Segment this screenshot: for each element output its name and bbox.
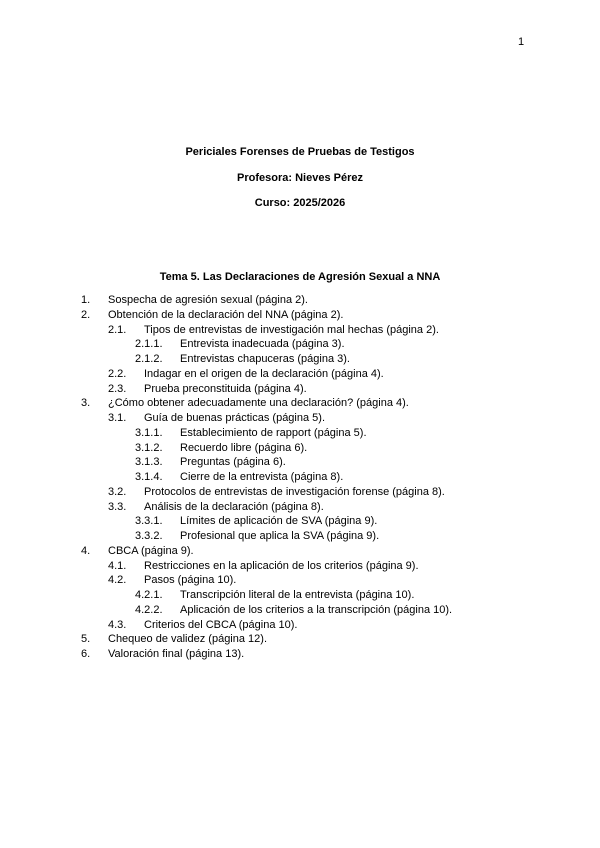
toc-item-text: Obtención de la declaración del NNA (página 2). <box>108 308 344 321</box>
toc-item <box>0 618 600 633</box>
course-name: Periciales Forenses de Pruebas de Testigos <box>185 146 415 158</box>
toc-item <box>0 411 600 426</box>
toc-item-number: 3.2. <box>108 485 127 498</box>
toc-item-text: Transcripción literal de la entrevista (página 10). <box>180 589 415 601</box>
toc-item-number: 4. <box>81 544 91 557</box>
toc-item-number: 6. <box>81 648 91 660</box>
toc-item-text: Pasos (página 10). <box>144 574 237 587</box>
toc-item-number: 1. <box>81 294 91 306</box>
toc-item-text: Establecimiento de rapport (página 5). <box>180 426 367 439</box>
toc-item <box>0 500 600 515</box>
toc-title: Tema 5. Las Declaraciones de Agresión Sexual a NNA <box>159 271 441 283</box>
toc-item-text: Entrevistas chapuceras (página 3). <box>180 353 350 365</box>
toc-item-number: 2.1. <box>108 323 127 336</box>
toc-item-number: 4.2.1. <box>135 589 163 601</box>
toc-item-text: Tipos de entrevistas de investigación mal hechas (página 2). <box>144 323 439 336</box>
toc-item-text: Recuerdo libre (página 6). <box>180 441 308 454</box>
toc-item <box>0 426 600 441</box>
toc-item <box>0 485 600 500</box>
toc-item-number: 2.3. <box>108 382 127 395</box>
toc-item-text: Análisis de la declaración (página 8). <box>144 500 324 513</box>
toc-item-text: Aplicación de los criterios a la transcripción (página 10). <box>180 603 453 616</box>
toc-item-number: 3.1.3. <box>135 456 163 469</box>
toc-item-number: 2.1.1. <box>135 338 163 351</box>
toc-item <box>0 441 600 456</box>
toc-item-number: 2.1.2. <box>135 353 163 365</box>
toc-item <box>0 352 600 367</box>
toc-item-number: 4.3. <box>108 618 127 631</box>
toc-item-number: 3.1.4. <box>135 471 163 483</box>
toc-item <box>0 647 600 662</box>
toc-item-number: 4.2.2. <box>135 603 163 616</box>
toc-item-number: 3.1. <box>108 412 127 424</box>
toc-item <box>0 514 600 529</box>
toc-item <box>0 367 600 382</box>
toc-item-number: 3. <box>81 397 91 410</box>
toc-item-number: 4.2. <box>108 574 127 587</box>
toc-item-text: Cierre de la entrevista (página 8). <box>180 471 344 483</box>
toc-item <box>0 573 600 588</box>
toc-item-text: Criterios del CBCA (página 10). <box>144 618 298 631</box>
toc-item <box>0 544 600 559</box>
toc-item <box>0 529 600 544</box>
toc-item-number: 2.2. <box>108 367 127 380</box>
toc-item-text: ¿Cómo obtener adecuadamente una declaración? (página 4). <box>108 397 409 410</box>
toc-item <box>0 603 600 618</box>
toc-item-number: 3.1.1. <box>135 426 163 439</box>
toc-item-text: Restricciones en la aplicación de los criterios (página 9). <box>144 559 419 572</box>
toc-item-text: Guía de buenas prácticas (página 5). <box>144 412 326 424</box>
toc-item-number: 2. <box>81 308 91 321</box>
toc-item <box>0 382 600 397</box>
toc-item-text: Límites de aplicación de SVA (página 9). <box>180 515 378 528</box>
toc-item-text: Valoración final (página 13). <box>108 648 245 660</box>
toc-item-text: CBCA (página 9). <box>108 544 194 557</box>
toc-item-text: Prueba preconstituida (página 4). <box>144 382 307 395</box>
toc-item-number: 4.1. <box>108 559 127 572</box>
toc-item-number: 3.3.1. <box>135 515 163 528</box>
toc-item-number: 5. <box>81 633 91 646</box>
course-year: Curso: 2025/2026 <box>254 197 346 209</box>
toc-item-number: 3.3.2. <box>135 530 163 542</box>
toc-item-text: Chequeo de validez (página 12). <box>108 633 268 646</box>
toc-item <box>0 559 600 574</box>
toc-item <box>0 308 600 323</box>
toc-item <box>0 337 600 352</box>
page-number: 1 <box>518 36 525 48</box>
table-of-contents <box>0 293 600 662</box>
toc-item <box>0 632 600 647</box>
toc-item-number: 3.3. <box>108 500 127 513</box>
toc-item <box>0 323 600 338</box>
toc-item-text: Preguntas (página 6). <box>180 456 286 469</box>
toc-item <box>0 455 600 470</box>
toc-item-text: Entrevista inadecuada (página 3). <box>180 338 345 351</box>
toc-item <box>0 588 600 603</box>
toc-item-number: 3.1.2. <box>135 441 163 454</box>
toc-item-text: Sospecha de agresión sexual (página 2). <box>108 294 308 306</box>
toc-item-text: Protocolos de entrevistas de investigación forense (página 8). <box>144 485 445 498</box>
toc-item-text: Profesional que aplica la SVA (página 9). <box>180 530 380 542</box>
toc-item <box>0 293 600 308</box>
professor-name: Profesora: Nieves Pérez <box>237 172 363 184</box>
toc-item-text: Indagar en el origen de la declaración (página 4). <box>144 367 384 380</box>
toc-item <box>0 470 600 485</box>
toc-item <box>0 396 600 411</box>
